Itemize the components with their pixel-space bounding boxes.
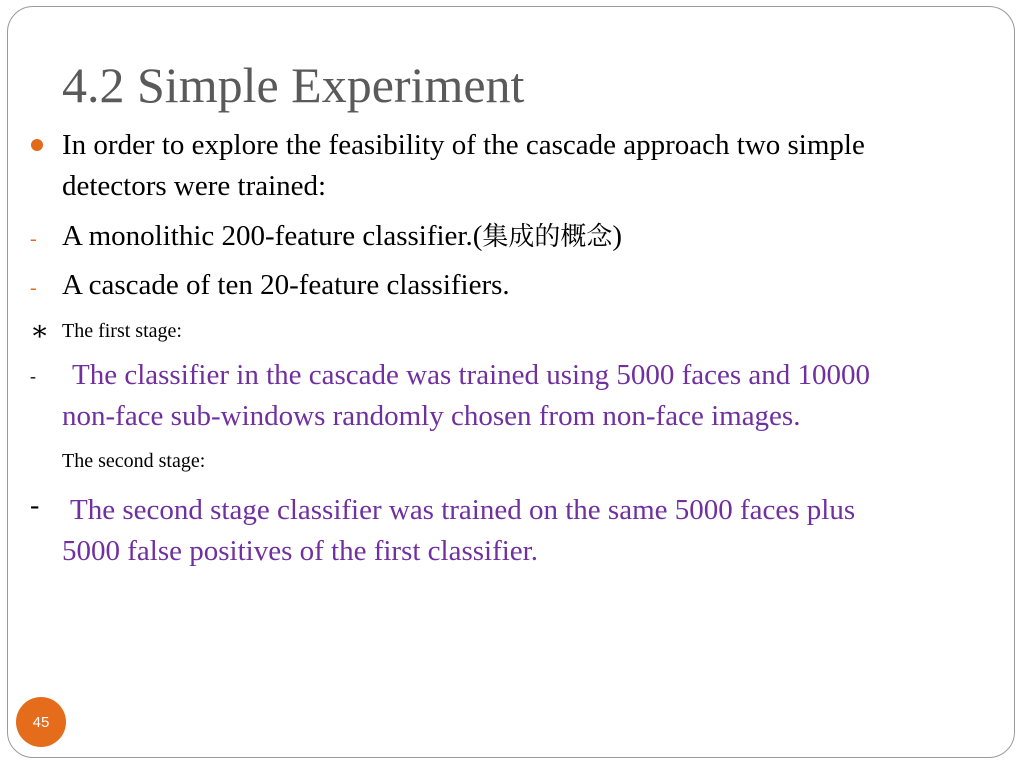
label-first-stage: The first stage: xyxy=(62,320,182,342)
list-item-second-stage-desc xyxy=(62,490,855,572)
list-item-first-stage-desc-line2: non-face sub-windows randomly chosen from non-face images. xyxy=(62,400,801,432)
slide-title: 4.2 Simple Experiment xyxy=(62,57,525,113)
list-item-monolithic-suffix: ) xyxy=(612,220,623,252)
bullet-item-intro xyxy=(62,125,865,207)
dash-marker-icon: - xyxy=(30,366,36,386)
bullet-icon xyxy=(31,139,43,151)
bullet-item-intro-line2: detectors were trained: xyxy=(62,170,327,202)
bullet-item-intro-line1: In order to explore the feasibility of the cascade approach two simple xyxy=(62,129,865,161)
list-item-cascade: A cascade of ten 20-feature classifiers. xyxy=(62,269,510,301)
list-item-second-stage-desc-line2: 5000 false positives of the first classifier. xyxy=(62,535,538,567)
list-item-first-stage-desc xyxy=(62,355,870,437)
list-item-second-stage-desc-line1: The second stage classifier was trained on the same 5000 faces plus xyxy=(70,494,856,526)
dash-marker-icon: - xyxy=(30,277,37,299)
page-number-badge: 45 xyxy=(16,697,66,747)
list-item-monolithic xyxy=(62,216,622,258)
list-item-first-stage-desc-line1: The classifier in the cascade was trained using 5000 faces and 10000 xyxy=(72,359,871,391)
list-item-monolithic-cjk: 集成的概念 xyxy=(482,222,613,252)
list-item-monolithic-text: A monolithic 200-feature classifier.( xyxy=(62,220,483,252)
dash-marker-icon: - xyxy=(30,490,40,521)
asterisk-marker-icon: ∗ xyxy=(30,316,50,347)
dash-marker-icon: - xyxy=(30,228,37,250)
label-second-stage: The second stage: xyxy=(62,450,206,472)
